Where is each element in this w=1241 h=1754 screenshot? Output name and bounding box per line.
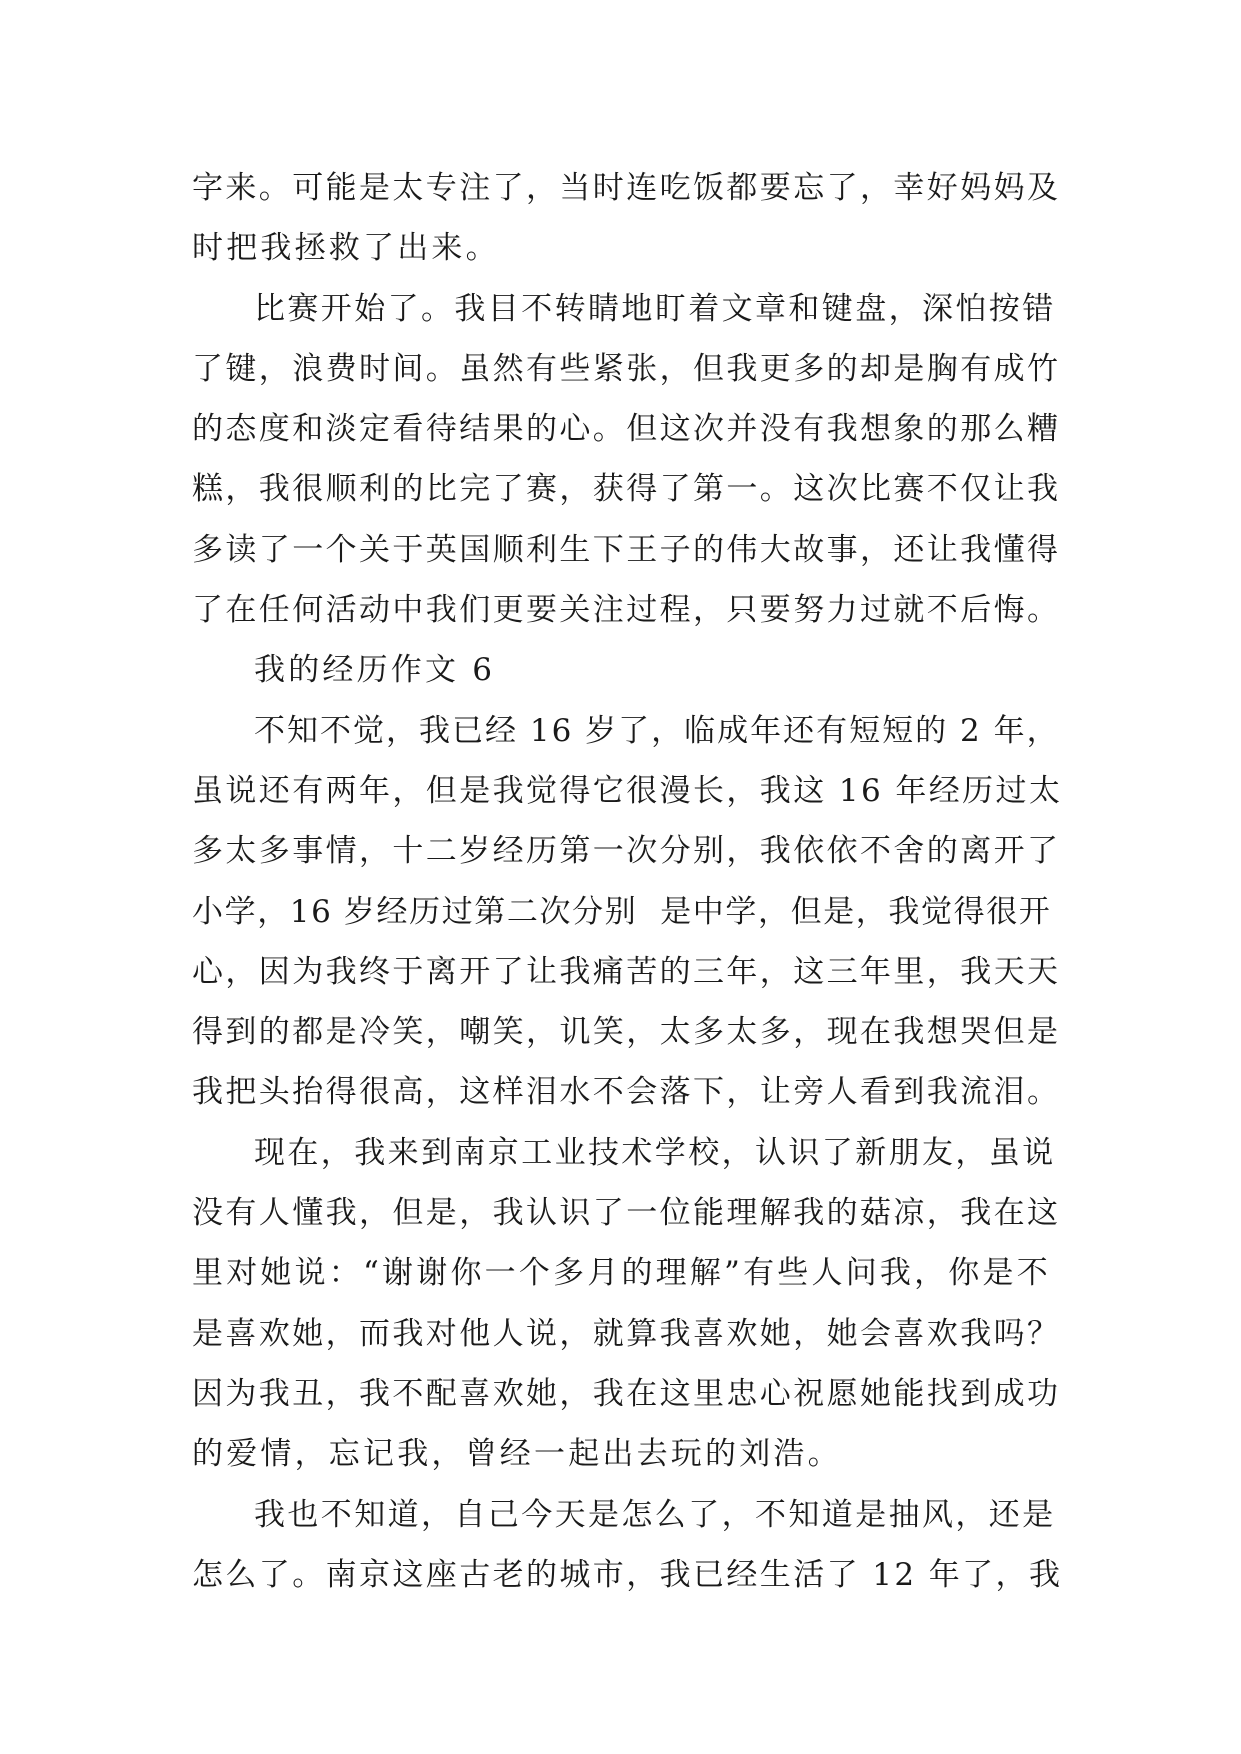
paragraph [192, 1485, 1062, 1606]
text-line: 多太多事情，十二岁经历第一次分别，我依依不舍的离开了 [192, 833, 1061, 870]
text-line: 时把我拯救了出来。 [192, 230, 500, 267]
paragraph [192, 279, 1062, 641]
text-line: 多读了一个关于英国顺利生下王子的伟大故事，还让我懂得 [192, 531, 1061, 568]
text-line: 了键，浪费时间。虽然有些紧张，但我更多的却是胸有成竹 [192, 350, 1061, 387]
text-line: 不知不觉，我已经 16 岁了，临成年还有短短的 2 年， [254, 712, 1060, 749]
text-line: 因为我丑，我不配喜欢她，我在这里忠心祝愿她能找到成功 [192, 1375, 1061, 1412]
text-line: 怎么了。南京这座古老的城市，我已经生活了 12 年了，我 [192, 1556, 1063, 1593]
text-line: 字来。可能是太专注了，当时连吃饭都要忘了，幸好妈妈及 [192, 170, 1061, 206]
text-line: 我把头抬得很高，这样泪水不会落下，让旁人看到我流泪。 [192, 1074, 1061, 1111]
paragraph [192, 701, 1062, 1123]
text-line: 是喜欢她，而我对他人说，就算我喜欢她，她会喜欢我吗？ [192, 1315, 1061, 1352]
text-line: 比赛开始了。我目不转睛地盯着文章和键盘，深怕按错 [254, 290, 1056, 327]
text-line: 心，因为我终于离开了让我痛苦的三年，这三年里，我天天 [192, 953, 1061, 990]
text-line: 没有人懂我，但是，我认识了一位能理解我的菇凉，我在这 [192, 1195, 1061, 1232]
text-line: 的爱情，忘记我，曾经一起出去玩的刘浩。 [192, 1436, 842, 1473]
text-line: 里对她说：“谢谢你一个多月的理解”有些人问我，你是不 [192, 1255, 1051, 1292]
text-line: 糕，我很顺利的比完了赛，获得了第一。这次比赛不仅让我 [192, 471, 1061, 508]
text-line: 虽说还有两年，但是我觉得它很漫长，我这 16 年经历过太 [192, 772, 1063, 809]
heading-text: 我的经历作文 6 [254, 652, 496, 689]
text-line: 了在任何活动中我们更要关注过程，只要努力过就不后悔。 [192, 592, 1061, 629]
text-line: 小学，16 岁经历过第二次分别 是中学，但是，我觉得很开 [192, 893, 1052, 930]
text-line: 我也不知道，自己今天是怎么了，不知道是抽风，还是 [254, 1496, 1056, 1533]
paragraph [192, 158, 1062, 279]
document-body [192, 158, 1062, 1605]
section-heading [192, 640, 1062, 700]
paragraph [192, 1123, 1062, 1485]
text-line: 的态度和淡定看待结果的心。但这次并没有我想象的那么糟 [192, 411, 1061, 448]
text-line: 现在，我来到南京工业技术学校，认识了新朋友，虽说 [254, 1134, 1056, 1171]
text-line: 得到的都是冷笑，嘲笑，讥笑，太多太多，现在我想哭但是 [192, 1014, 1061, 1051]
